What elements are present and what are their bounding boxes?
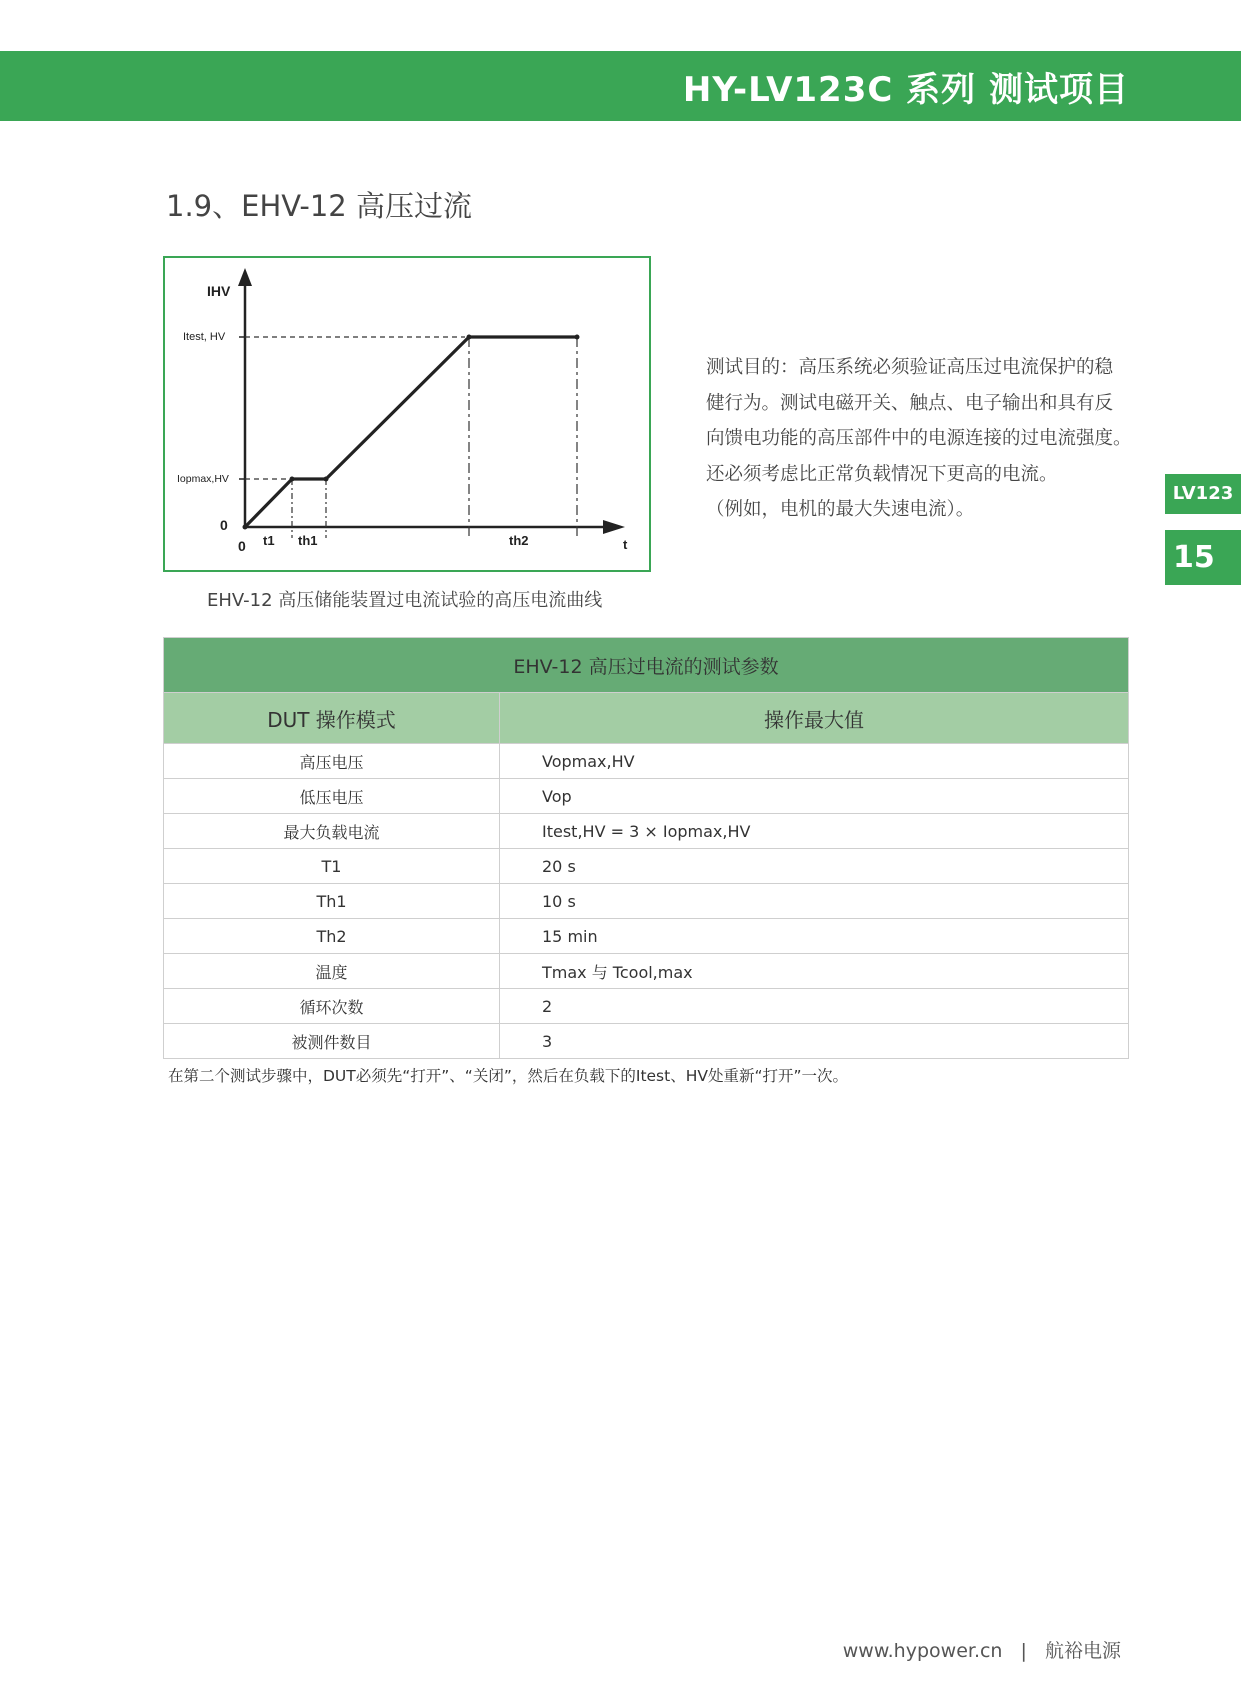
table-row	[164, 954, 1129, 989]
description-line: 健行为。测试电磁开关、触点、电子输出和具有反	[706, 392, 1114, 414]
cell-value: Tmax 与 Tcool,max	[500, 954, 1129, 989]
point-start	[243, 525, 248, 530]
itest-label: Itest, HV	[183, 331, 226, 343]
description-line: 向馈电功能的高压部件中的电源连接的过电流强度。	[706, 428, 1132, 449]
th2-label: th2	[509, 533, 529, 548]
description-line: 还必须考虑比正常负载情况下更高的电流。	[706, 463, 1058, 485]
table-row	[164, 779, 1129, 814]
test-parameter-table	[163, 637, 1129, 1059]
table-row	[164, 919, 1129, 954]
point-ramp-end	[467, 335, 472, 340]
cell-mode: Th2	[164, 919, 500, 954]
cell-value: 20 s	[500, 849, 1129, 884]
table-row	[164, 989, 1129, 1024]
current-curve-figure	[163, 256, 651, 572]
website-link[interactable]: www.hypower.cn	[842, 1640, 1003, 1662]
zero-x-label: 0	[238, 538, 246, 554]
iopmax-label: Iopmax,HV	[177, 473, 229, 485]
cell-mode: 温度	[164, 954, 500, 989]
table-row	[164, 849, 1129, 884]
cell-mode: T1	[164, 849, 500, 884]
point-th2-end	[575, 335, 580, 340]
zero-y-label: 0	[220, 517, 228, 533]
table-row	[164, 744, 1129, 779]
cell-value: 10 s	[500, 884, 1129, 919]
figure-caption: EHV-12 高压储能装置过电流试验的高压电流曲线	[207, 590, 603, 611]
t1-label: t1	[263, 533, 275, 548]
current-curve-line	[245, 337, 577, 527]
cell-mode: Th1	[164, 884, 500, 919]
footer	[843, 1636, 1121, 1663]
t-axis-label: t	[623, 537, 628, 552]
point-th1	[324, 477, 329, 482]
description-line: （例如，电机的最大失速电流）。	[706, 499, 975, 520]
column-header-mode: DUT 操作模式	[164, 693, 500, 744]
table-row	[164, 884, 1129, 919]
test-note: 在第二个测试步骤中，DUT必须先“打开”、“关闭”，然后在负载下的Itest、HV处重新“打开”一次。	[168, 1067, 849, 1085]
table-row	[164, 814, 1129, 849]
side-tab-label: LV123	[1165, 474, 1241, 514]
current-curve-chart	[165, 258, 649, 570]
cell-value: Itest,HV = 3 × Iopmax,HV	[500, 814, 1129, 849]
company-name: 航裕电源	[1044, 1640, 1121, 1662]
y-axis-arrow	[238, 268, 252, 286]
cell-mode: 被测件数目	[164, 1024, 500, 1059]
y-axis-label: IHV	[207, 283, 231, 299]
cell-value: 15 min	[500, 919, 1129, 954]
section-title: 1.9、EHV-12 高压过流	[166, 189, 472, 223]
table-row	[164, 1024, 1129, 1059]
cell-value: Vopmax,HV	[500, 744, 1129, 779]
cell-mode: 最大负载电流	[164, 814, 500, 849]
header-title: HY-LV123C 系列 测试项目	[682, 70, 1129, 110]
point-t1	[290, 477, 295, 482]
cell-mode: 循环次数	[164, 989, 500, 1024]
table-title: EHV-12 高压过电流的测试参数	[164, 638, 1129, 693]
column-header-value: 操作最大值	[500, 693, 1129, 744]
cell-value: Vop	[500, 779, 1129, 814]
page-number: 15	[1165, 530, 1241, 585]
cell-value: 3	[500, 1024, 1129, 1059]
cell-mode: 低压电压	[164, 779, 500, 814]
test-purpose-description	[706, 350, 1146, 528]
th1-label: th1	[298, 533, 318, 548]
footer-separator: |	[1020, 1640, 1027, 1662]
cell-value: 2	[500, 989, 1129, 1024]
x-axis-arrow	[603, 520, 625, 534]
cell-mode: 高压电压	[164, 744, 500, 779]
description-line: 测试目的：高压系统必须验证高压过电流保护的稳	[706, 357, 1114, 378]
